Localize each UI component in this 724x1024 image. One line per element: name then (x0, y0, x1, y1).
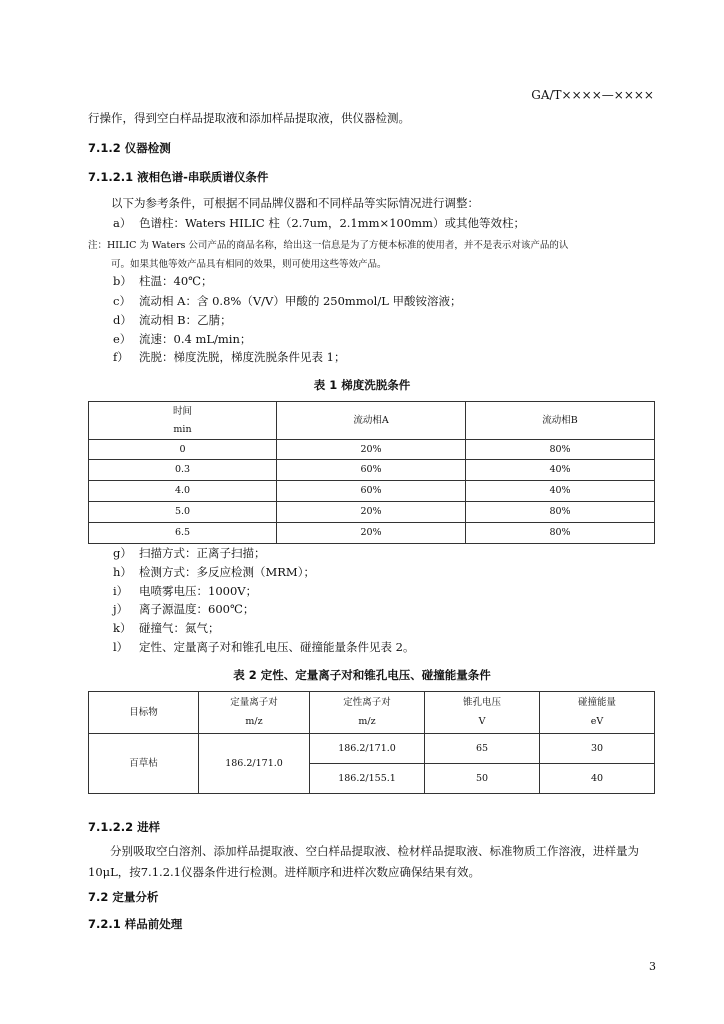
header-qual-unit: m/z (358, 716, 376, 727)
table-row (89, 734, 655, 764)
note-line-2: 可。如果其他等效产品具有相同的效果，则可使用这些等效产品。 (111, 259, 387, 270)
intro-continuation: 行操作，得到空白样品提取液和添加样品提取液，供仪器检测。 (88, 111, 410, 125)
header-phase-b: 流动相B (466, 402, 655, 440)
cell-cone: 50 (425, 764, 540, 794)
lc-condition-a (113, 215, 525, 231)
lc-condition-f (113, 349, 345, 365)
document-code: GA/T××××—×××× (531, 88, 654, 102)
lc-condition-d (113, 312, 232, 328)
section-number: 7.1.2.1 (88, 170, 134, 184)
table-row (89, 460, 655, 481)
cell-time: 0.3 (89, 460, 277, 481)
header-quant (199, 692, 310, 734)
cell-phase-a: 20% (277, 502, 466, 523)
note-line-1: 注：HILIC 为 Waters 公司产品的商品名称，给出这一信息是为了方便本标准的使用者，并不是表示对该产品的认 (88, 240, 569, 251)
list-label: l） (113, 640, 129, 654)
list-label: k） (113, 621, 132, 635)
list-label: d） (113, 313, 132, 327)
cell-phase-b: 80% (466, 502, 655, 523)
header-quant-label: 定量离子对 (230, 697, 278, 708)
gradient-table (88, 401, 655, 544)
lc-intro: 以下为参考条件，可根据不同品牌仪器和不同样品等实际情况进行调整： (111, 196, 479, 210)
table-row (89, 440, 655, 460)
cell-time: 6.5 (89, 523, 277, 544)
header-energy-unit: eV (590, 716, 604, 727)
section-number: 7.1.2.2 (88, 820, 134, 834)
ms-condition-l (113, 639, 414, 655)
section-7-1-2-heading (88, 140, 171, 156)
list-label: c） (113, 294, 131, 308)
header-quant-unit: m/z (245, 716, 263, 727)
header-cone-unit: V (478, 716, 486, 727)
header-time-label: 时间 (172, 405, 192, 417)
cell-time: 5.0 (89, 502, 277, 523)
cell-phase-a: 60% (277, 481, 466, 502)
cell-phase-a: 20% (277, 523, 466, 544)
section-number: 7.2 (88, 890, 109, 904)
cell-target: 百草枯 (89, 734, 199, 794)
section-number: 7.1.2 (88, 141, 121, 155)
list-text: 柱温：40℃； (139, 274, 213, 288)
cell-phase-a: 20% (277, 440, 466, 460)
section-title: 定量分析 (112, 890, 159, 904)
list-label: g） (113, 546, 132, 560)
header-energy (540, 692, 655, 734)
section-title: 进样 (137, 820, 161, 834)
section-title: 样品前处理 (124, 917, 183, 931)
list-text: 检测方式：多反应检测（MRM）； (139, 565, 315, 579)
section-7-2-1-heading (88, 916, 182, 932)
table-row (89, 523, 655, 544)
table-2-caption: 表 2 定性、定量离子对和锥孔电压、碰撞能量条件 (233, 668, 491, 682)
ion-pair-table (88, 691, 655, 794)
ms-condition-h (113, 564, 315, 580)
section-7-1-2-2-heading (88, 819, 160, 835)
list-label: f） (113, 350, 129, 364)
table-header-row (89, 402, 655, 440)
cell-quant: 186.2/171.0 (199, 734, 310, 794)
header-target: 目标物 (89, 692, 199, 734)
list-label: i） (113, 584, 129, 598)
cell-energy: 30 (540, 734, 655, 764)
header-cone (425, 692, 540, 734)
header-time (89, 402, 277, 440)
list-label: a） (113, 216, 132, 230)
cell-cone: 65 (425, 734, 540, 764)
list-label: b） (113, 274, 132, 288)
list-text: 碰撞气：氮气； (139, 621, 220, 635)
header-phase-a: 流动相A (277, 402, 466, 440)
cell-phase-b: 80% (466, 523, 655, 544)
header-qual-label: 定性离子对 (343, 697, 391, 708)
lc-condition-c (113, 293, 462, 309)
lc-condition-e (113, 331, 251, 347)
ms-condition-j (113, 601, 254, 617)
list-label: j） (113, 602, 129, 616)
ms-condition-i (113, 583, 257, 599)
list-text: 流动相 A：含 0.8%（V/V）甲酸的 250mmol/L 甲酸铵溶液； (139, 294, 462, 308)
ms-condition-g (113, 545, 266, 561)
section-number: 7.2.1 (88, 917, 121, 931)
injection-paragraph: 分别吸取空白溶剂、添加样品提取液、空白样品提取液、检材样品提取液、标准物质工作溶液，进样量为10μL，按7.1.2.1仪器条件进行检测。进样顺序和进样次数应确保结果有效。 (88, 844, 639, 879)
table-row (89, 502, 655, 523)
table-row (89, 481, 655, 502)
list-text: 流动相 B：乙腈； (139, 313, 232, 327)
list-text: 定性、定量离子对和锥孔电压、碰撞能量条件见表 2。 (139, 640, 415, 654)
header-cone-label: 锥孔电压 (462, 697, 501, 708)
lc-condition-b (113, 273, 213, 289)
page-number: 3 (649, 960, 656, 973)
list-text: 流速：0.4 mL/min； (139, 332, 252, 346)
list-text: 扫描方式：正离子扫描； (139, 546, 266, 560)
list-text: 色谱柱：Waters HILIC 柱（2.7um，2.1mm×100mm）或其他等效柱； (139, 216, 525, 230)
ms-condition-k (113, 620, 220, 636)
table-1-caption: 表 1 梯度洗脱条件 (313, 378, 411, 392)
cell-energy: 40 (540, 764, 655, 794)
header-energy-label: 碰撞能量 (577, 697, 616, 708)
section-title: 液相色谱-串联质谱仪条件 (137, 170, 269, 184)
cell-time: 4.0 (89, 481, 277, 502)
list-text: 离子源温度：600℃； (139, 602, 255, 616)
cell-phase-a: 60% (277, 460, 466, 481)
list-label: h） (113, 565, 132, 579)
cell-qual: 186.2/155.1 (310, 764, 425, 794)
cell-phase-b: 40% (466, 481, 655, 502)
section-7-1-2-1-heading (88, 169, 268, 185)
list-text: 电喷雾电压：1000V； (139, 584, 258, 598)
list-label: e） (113, 332, 132, 346)
header-time-unit: min (173, 423, 192, 435)
header-qual (310, 692, 425, 734)
cell-qual: 186.2/171.0 (310, 734, 425, 764)
cell-time: 0 (89, 440, 277, 460)
section-7-2-heading (88, 889, 158, 905)
cell-phase-b: 40% (466, 460, 655, 481)
section-title: 仪器检测 (124, 141, 171, 155)
cell-phase-b: 80% (466, 440, 655, 460)
list-text: 洗脱：梯度洗脱，梯度洗脱条件见表 1； (139, 350, 346, 364)
table-header-row (89, 692, 655, 734)
